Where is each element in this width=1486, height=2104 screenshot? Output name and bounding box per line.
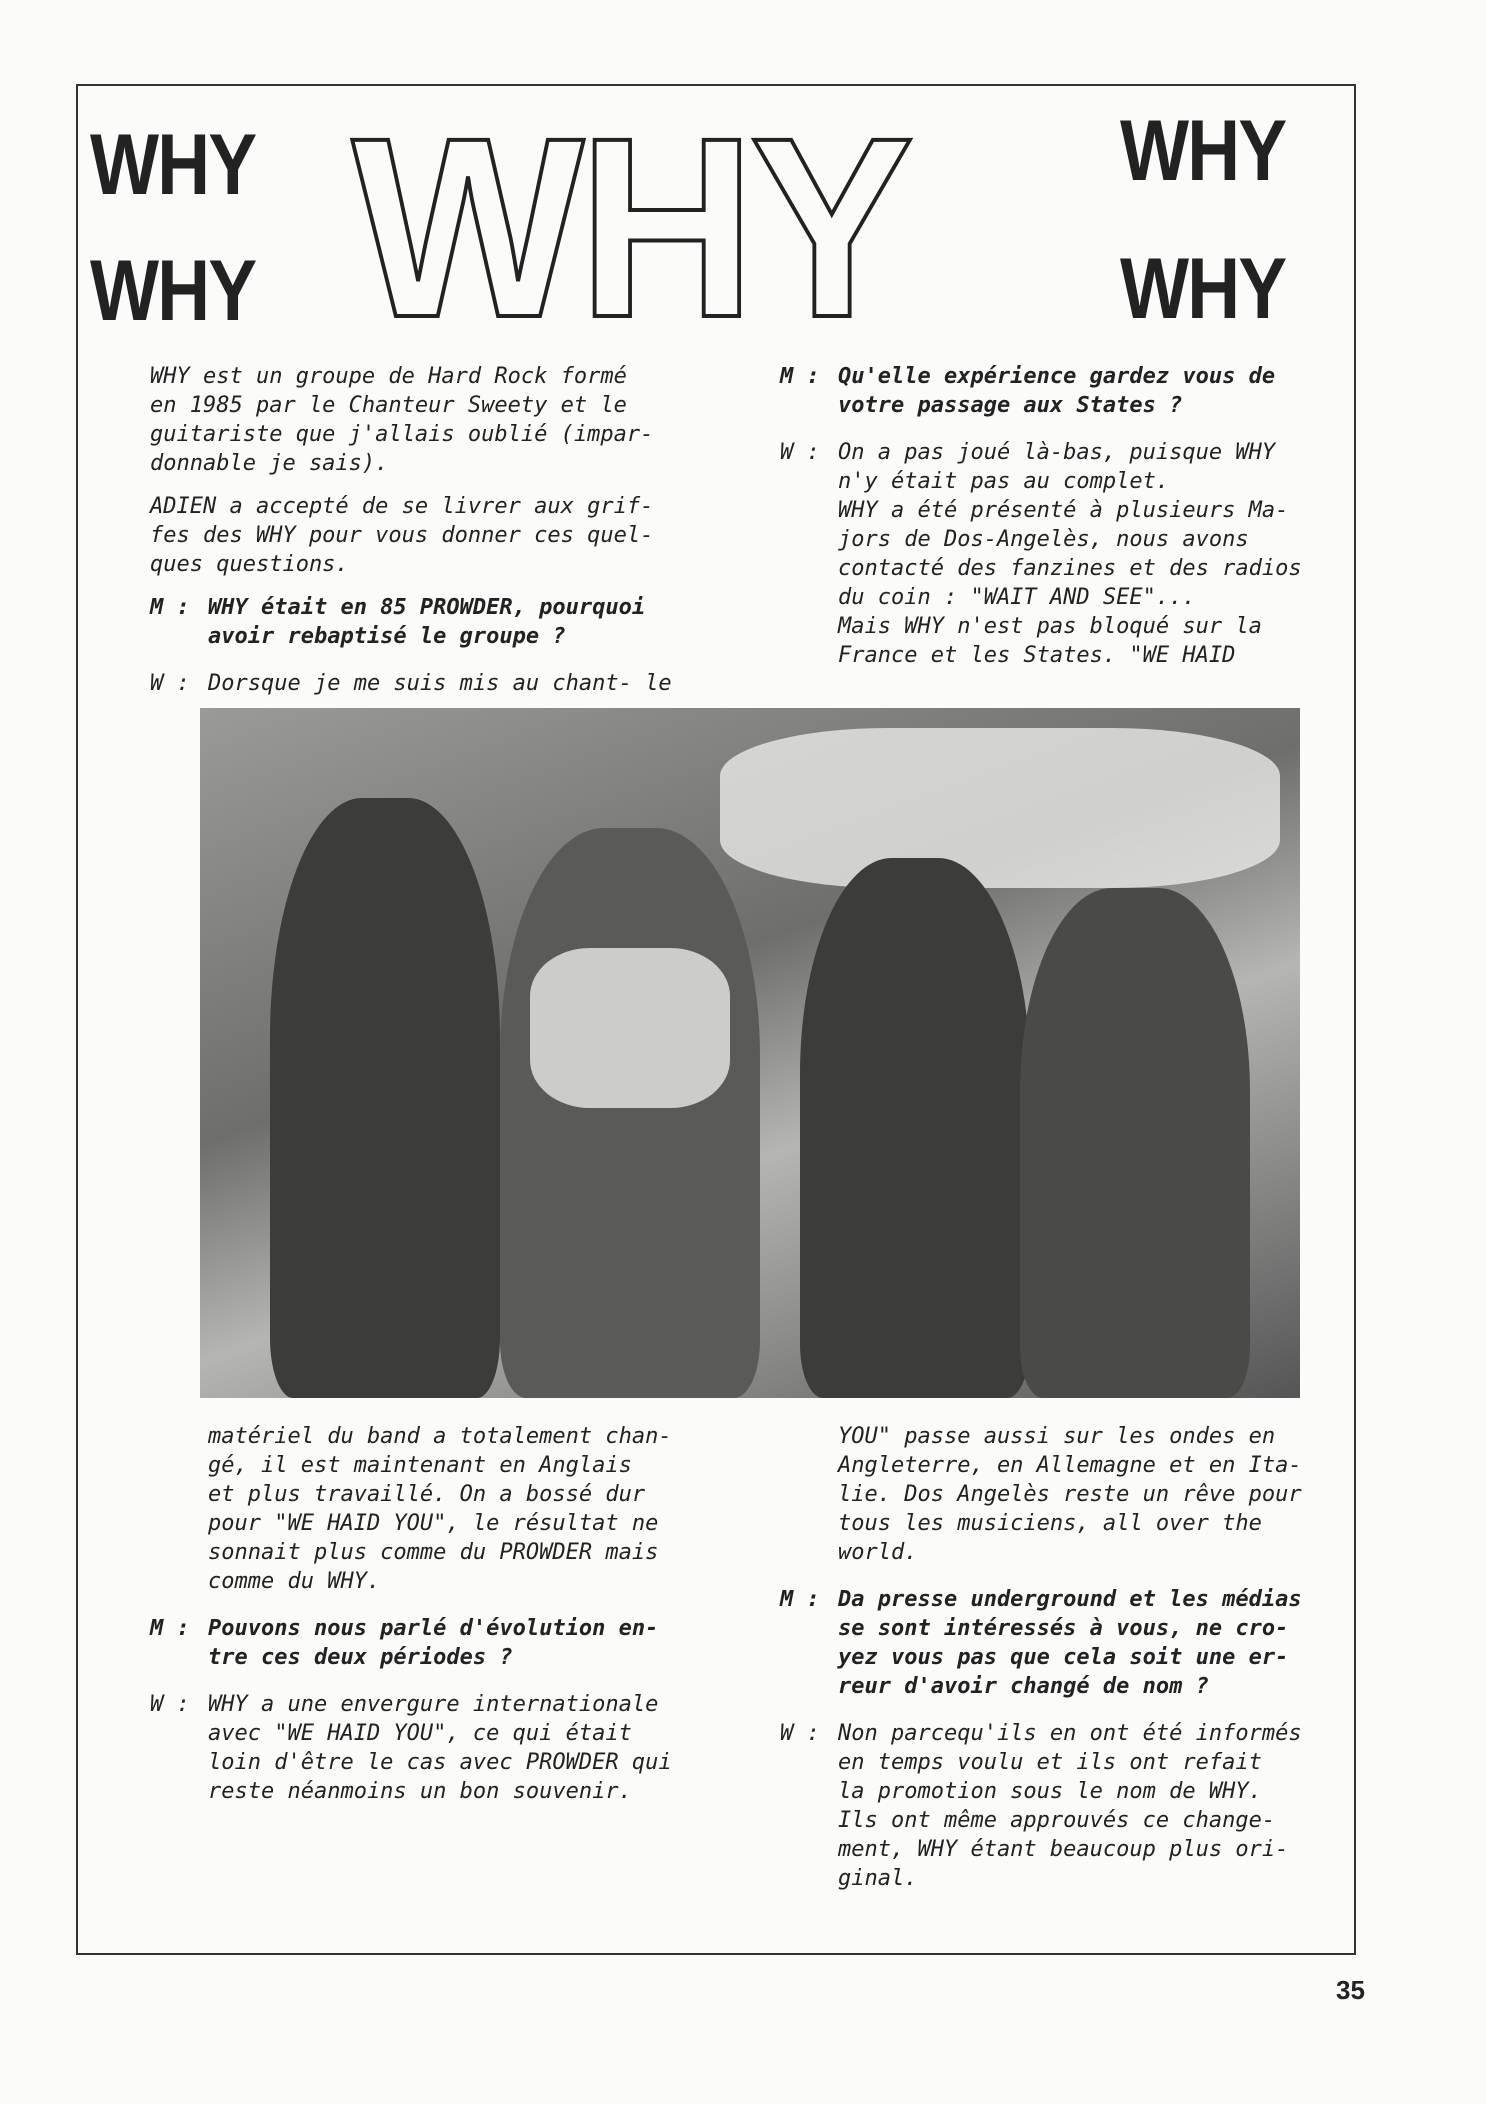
answer-label: W : <box>150 1692 190 1717</box>
answer-2-continued <box>780 1422 1340 1567</box>
right-bottom-column <box>780 1422 1340 1911</box>
question-3 <box>150 1614 730 1672</box>
question-text: Qu'elle expérience gardez vous de votre passage aux States ? <box>838 364 1276 418</box>
question-text: WHY était en 85 PROWDER, pourquoi avoir rebaptisé le groupe ? <box>208 595 646 649</box>
answer-text: WHY a une envergure internationale avec "WE HAID YOU", ce qui était loin d'être le cas avec PROWDER qui reste néanmoins un bon souvenir. <box>208 1692 672 1804</box>
intro-paragraph-2: ADIEN a accepté de se livrer aux grif- fes des WHY pour vous donner ces quel- ques questions. <box>150 494 654 577</box>
why-small-top-right: WHY <box>1120 103 1286 199</box>
answer-text: Non parcequ'ils en ont été informés en temps voulu et ils ont refait la promotion sous le nom de WHY. Ils ont même approuvés ce change- ment, WHY étant beaucoup plus ori- ginal. <box>838 1721 1302 1891</box>
left-bottom-column <box>150 1422 730 1824</box>
intro-paragraph: WHY est un groupe de Hard Rock formé en 1985 par le Chanteur Sweety et le guitariste que j'allais oublié (impar- donnable je sais). <box>150 364 654 476</box>
page-number: 35 <box>1336 1975 1365 2005</box>
band-photo <box>200 708 1300 1398</box>
question-2 <box>780 362 1340 420</box>
answer-3 <box>150 1690 730 1806</box>
answer-1-continued <box>150 1422 730 1596</box>
answer-label: W : <box>150 671 190 696</box>
answer-text: matériel du band a totalement chan- gé, il est maintenant en Anglais et plus travaillé. On a bossé dur pour "WE HAID YOU", le résultat ne sonnait plus comme du PROWDER mais comme du WHY. <box>208 1424 672 1594</box>
answer-text: Dorsque je me suis mis au chant- le <box>208 671 672 696</box>
answer-4 <box>780 1719 1340 1893</box>
question-4 <box>780 1585 1340 1701</box>
question-text: Da presse underground et les médias se sont intéressés à vous, ne cro- yez vous pas que cela soit une er- reur d'avoir changé de nom ? <box>838 1587 1302 1699</box>
answer-2 <box>780 438 1340 670</box>
question-label: M : <box>150 1616 190 1641</box>
why-big-title: WHY <box>352 85 909 371</box>
question-text: Pouvons nous parlé d'évolution en- tre ces deux périodes ? <box>208 1616 659 1670</box>
question-1 <box>150 593 730 651</box>
answer-1 <box>150 669 730 698</box>
why-small-bottom-right: WHY <box>1120 241 1286 337</box>
answer-text: YOU" passe aussi sur les ondes en Angleterre, en Allemagne et en Ita- lie. Dos Angelès reste un rêve pour tous les musiciens, all over the world. <box>838 1424 1302 1565</box>
answer-text: On a pas joué là-bas, puisque WHY n'y était pas au complet. WHY a été présenté à plusieurs Ma- jors de Dos-Angelès, nous avons contacté des fanzines et des radios du coin : "WAIT AND SEE"... Mais WHY n'est pas bloqué sur la France et les States. "WE HAID <box>838 440 1302 668</box>
question-label: M : <box>150 595 190 620</box>
right-top-column <box>780 362 1340 688</box>
answer-label: W : <box>780 440 820 465</box>
answer-label: W : <box>780 1721 820 1746</box>
question-label: M : <box>780 1587 820 1612</box>
why-small-top-left: WHY <box>90 117 256 213</box>
question-label: M : <box>780 364 820 389</box>
left-top-column <box>150 362 730 716</box>
why-small-bottom-left: WHY <box>90 243 256 339</box>
